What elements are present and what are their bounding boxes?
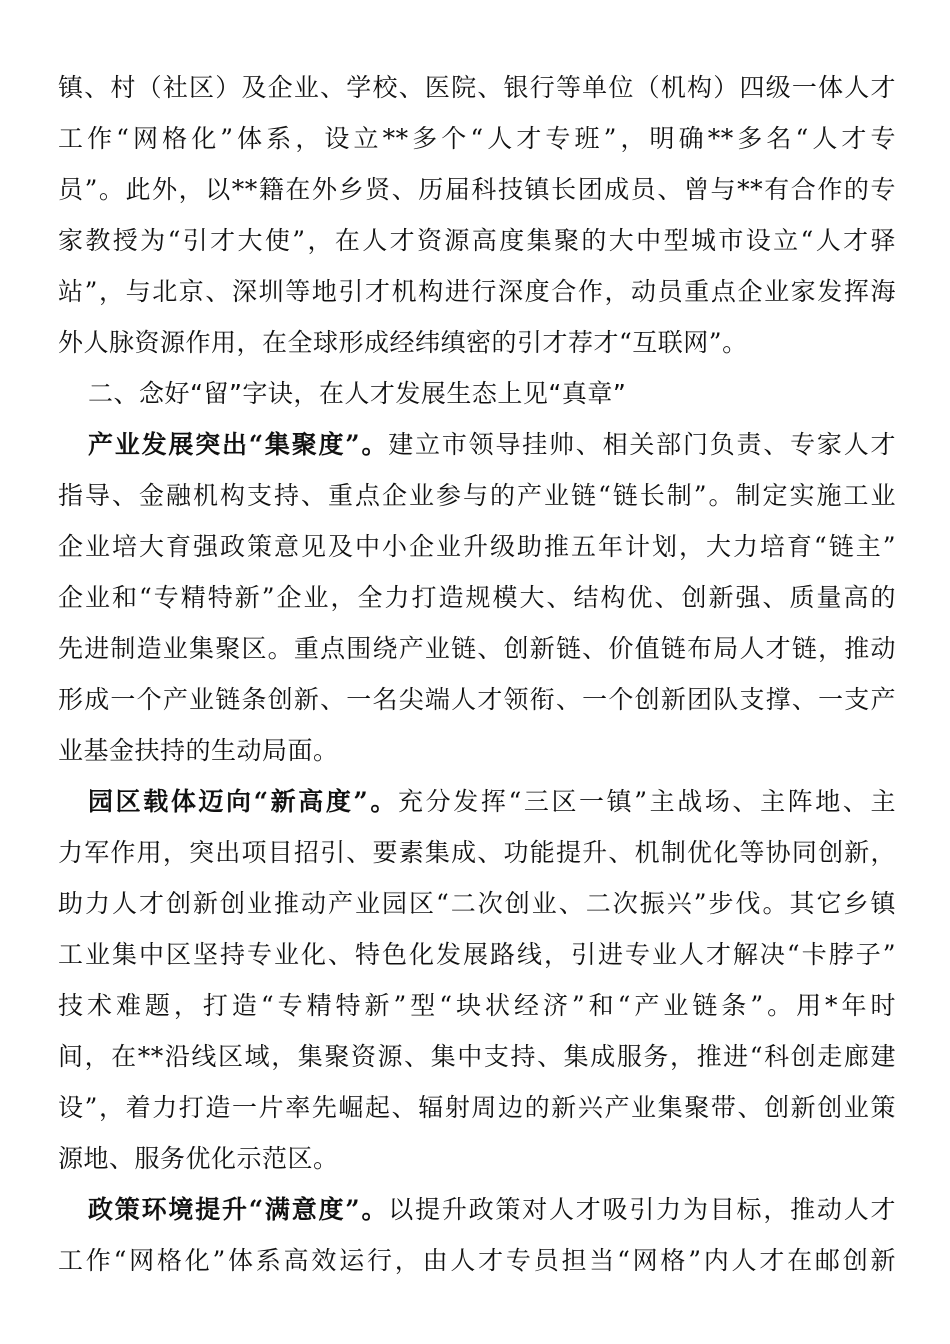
text-line: 先进制造业集聚区。重点围绕产业链、创新链、价值链布局人才链，推动	[58, 634, 896, 663]
paragraph-title-park: 园区载体迈向“新高度”。	[88, 787, 399, 816]
text-line: 源地、服务优化示范区。	[58, 1144, 339, 1173]
text-line: 形成一个产业链条创新、一名尖端人才领衔、一个创新团队支撑、一支产	[58, 685, 896, 714]
text-line: 技术难题，打造“专精特新”型“块状经济”和“产业链条”。用*年时	[58, 991, 896, 1020]
text-line: 业基金扶持的生动局面。	[58, 736, 339, 765]
text-line: 镇、村（社区）及企业、学校、医院、银行等单位（机构）四级一体人才	[58, 73, 896, 102]
text-line: 间，在**沿线区域，集聚资源、集中支持、集成服务，推进“科创走廊建	[58, 1042, 896, 1071]
section-heading: 二、念好“留”字诀，在人才发展生态上见“真章”	[88, 379, 627, 408]
text-line: 助力人才创新创业推动产业园区“二次创业、二次振兴”步伐。其它乡镇	[58, 889, 896, 918]
text-line: 企业培大育强政策意见及中小企业升级助推五年计划，大力培育“链主”	[58, 532, 896, 561]
text-line: 员”。此外，以**籍在外乡贤、历届科技镇长团成员、曾与**有合作的专	[58, 175, 896, 204]
paragraph-text: 建立市领导挂帅、相关部门负责、专家人才	[388, 430, 896, 459]
text-line: 指导、金融机构支持、重点企业参与的产业链“链长制”。制定实施工业	[58, 481, 896, 510]
text-line: 外人脉资源作用，在全球形成经纬缜密的引才荐才“互联网”。	[58, 328, 748, 357]
text-line: 站”，与北京、深圳等地引才机构进行深度合作，动员重点企业家发挥海	[58, 277, 896, 306]
document-page	[58, 62, 896, 1286]
paragraph-text: 充分发挥“三区一镇”主战场、主阵地、主	[398, 787, 896, 816]
text-line: 工业集中区坚持专业化、特色化发展路线，引进专业人才解决“卡脖子”	[58, 940, 896, 969]
paragraph-title-policy: 政策环境提升“满意度”。	[88, 1195, 389, 1224]
text-line: 家教授为“引才大使”，在人才资源高度集聚的大中型城市设立“人才驿	[58, 226, 896, 255]
paragraph-first-line	[58, 419, 896, 470]
text-line: 力军作用，突出项目招引、要素集成、功能提升、机制优化等协同创新，	[58, 838, 896, 867]
text-line: 设”，着力打造一片率先崛起、辐射周边的新兴产业集聚带、创新创业策	[58, 1093, 896, 1122]
paragraph-title-industry: 产业发展突出“集聚度”。	[88, 430, 389, 459]
paragraph-text: 以提升政策对人才吸引力为目标，推动人才	[388, 1195, 896, 1224]
text-line: 工作“网格化”体系，设立**多个“人才专班”，明确**多名“人才专	[58, 124, 896, 153]
paragraph-first-line	[58, 1184, 896, 1235]
paragraph-first-line	[58, 776, 896, 827]
text-line: 企业和“专精特新”企业，全力打造规模大、结构优、创新强、质量高的	[58, 583, 896, 612]
text-line: 工作“网格化”体系高效运行，由人才专员担当“网格”内人才在邮创新	[58, 1246, 896, 1275]
